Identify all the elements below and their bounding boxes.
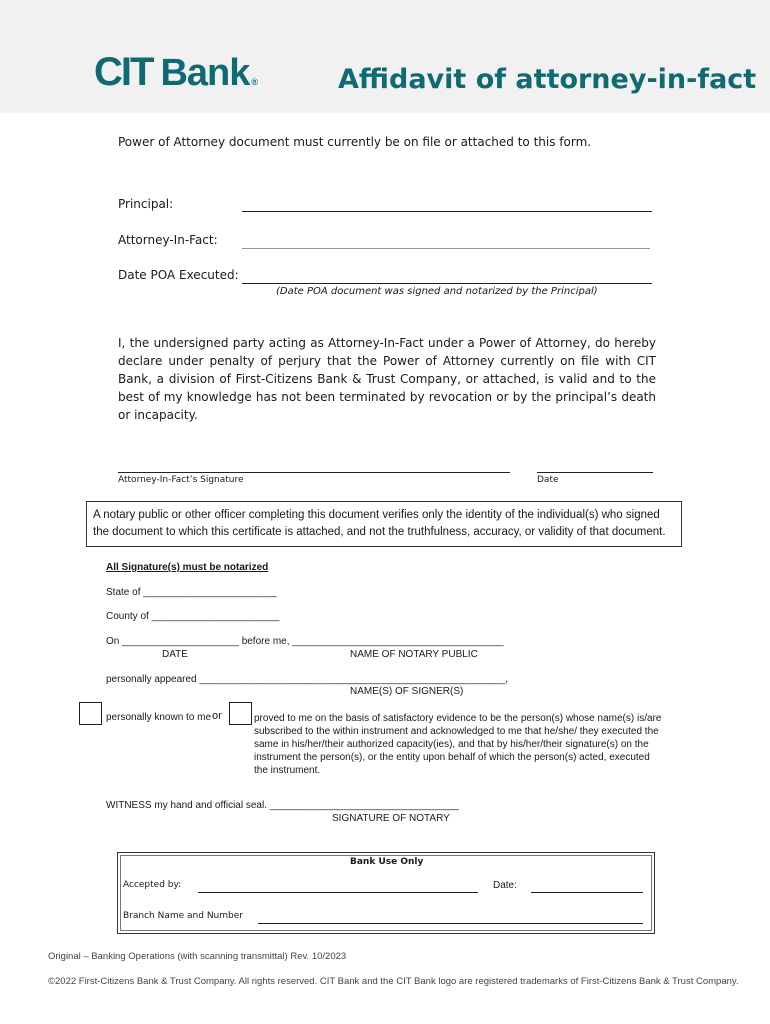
notary-heading: All Signature(s) must be notarized <box>106 562 269 573</box>
notary-date-caption: DATE <box>162 649 188 660</box>
bank-date-label: Date: <box>493 880 517 891</box>
signature-date-label: Date <box>537 475 559 485</box>
attorney-in-fact-field[interactable] <box>242 248 650 249</box>
notary-notice-box <box>86 501 682 547</box>
page-title: Affidavit of attorney-in-fact <box>338 64 757 95</box>
notary-county[interactable]: County of _______________________ <box>106 611 280 622</box>
personally-known-label: personally known to me <box>106 712 212 723</box>
notary-signature-caption: SIGNATURE OF NOTARY <box>332 813 450 824</box>
date-poa-label: Date POA Executed: <box>118 268 239 282</box>
intro-text: Power of Attorney document must currently be on file or attached to this form. <box>118 135 592 149</box>
attorney-in-fact-label: Attorney-In-Fact: <box>118 233 218 247</box>
attorney-signature-field[interactable] <box>118 472 510 473</box>
footer-revision: Original – Banking Operations (with scanning transmittal) Rev. 10/2023 <box>48 951 347 962</box>
bank-use-title: Bank Use Only <box>350 857 424 867</box>
footer-copyright: ©2022 First-Citizens Bank & Trust Company. All rights reserved. CIT Bank and the CIT Bank logo are registered trademarks of First-Citizens Bank & Trust Company. <box>48 976 739 987</box>
header-band <box>0 0 770 113</box>
notary-appeared-line[interactable]: personally appeared _______________________________________________________, <box>106 674 509 685</box>
personally-known-checkbox[interactable] <box>79 702 102 725</box>
notary-notice-text: A notary public or other officer completing this document verifies only the identity of the individual(s) who signed the document to which this certificate is attached, and not the truthfulness, accuracy, or validity of that document. <box>93 509 666 538</box>
accepted-by-field[interactable] <box>198 892 478 893</box>
notary-name-caption: NAME OF NOTARY PUBLIC <box>350 649 478 660</box>
proved-evidence-text: proved to me on the basis of satisfactory evidence to be the person(s) whose name(s) is/are subscribed to the within instrument and acknowledged to me that he/she/ they executed the same in his/her/their authorized capacity(ies), and that by his/her/their signature(s) on the instrument the person(s), or the entity upon behalf of which the person(s) acted, executed the instrument. <box>254 713 662 776</box>
branch-label: Branch Name and Number <box>123 911 243 921</box>
logo-registered-mark: ® <box>251 77 257 87</box>
principal-field[interactable] <box>242 211 652 212</box>
logo-cit: CIT <box>94 50 153 94</box>
accepted-by-label: Accepted by: <box>123 880 182 890</box>
date-poa-field[interactable] <box>242 283 652 284</box>
notary-state[interactable]: State of ________________________ <box>106 587 277 598</box>
branch-field[interactable] <box>258 923 643 924</box>
attorney-signature-label: Attorney-In-Fact’s Signature <box>118 475 244 485</box>
logo-bank: Bank <box>160 52 250 94</box>
declaration-text: I, the undersigned party acting as Attorney-In-Fact under a Power of Attorney, do hereby declare under penalty of perjury that the Power of Attorney currently on file with CIT Bank, a division of First-Citizens Bank & Trust Company, or attached, is valid and to the best of my knowledge has not been terminated by revocation or by the principal’s death or incapacity. <box>118 336 656 422</box>
notary-signers-caption: NAME(S) OF SIGNER(S) <box>350 686 464 697</box>
witness-line[interactable]: WITNESS my hand and official seal. __________________________________ <box>106 800 459 811</box>
principal-label: Principal: <box>118 197 174 211</box>
or-label: or <box>212 710 222 722</box>
date-poa-note: (Date POA document was signed and notarized by the Principal) <box>276 286 598 297</box>
signature-date-field[interactable] <box>537 472 653 473</box>
notary-on-line[interactable]: On _____________________ before me, ______________________________________ <box>106 636 504 647</box>
bank-date-field[interactable] <box>531 892 643 893</box>
cit-bank-logo <box>94 50 257 94</box>
proved-evidence-checkbox[interactable] <box>229 702 252 725</box>
